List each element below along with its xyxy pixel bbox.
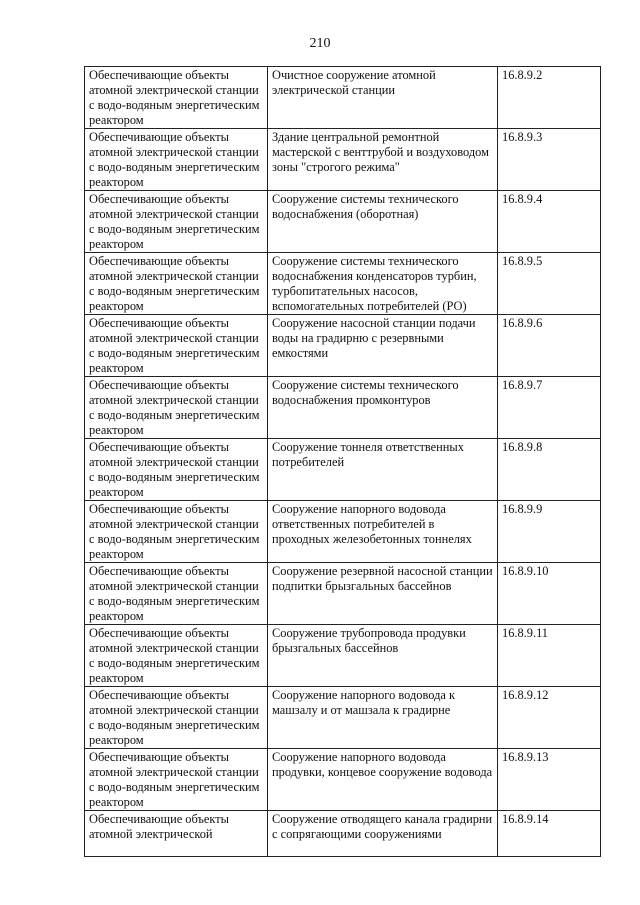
code-cell: 16.8.9.6 <box>498 315 601 377</box>
code-cell: 16.8.9.13 <box>498 749 601 811</box>
code-cell: 16.8.9.7 <box>498 377 601 439</box>
object-cell: Сооружение напорного водовода продувки, концевое сооружение водовода <box>268 749 498 811</box>
category-cell: Обеспечивающие объекты атомной электрической станции с водо-водяным энергетическим реактором <box>85 315 268 377</box>
page-number: 210 <box>309 36 331 51</box>
category-cell: Обеспечивающие объекты атомной электрической станции с водо-водяным энергетическим реактором <box>85 191 268 253</box>
object-cell: Сооружение системы технического водоснабжения промконтуров <box>268 377 498 439</box>
table-row <box>85 191 601 253</box>
object-cell: Сооружение отводящего канала градирни с сопрягающими сооружениями <box>268 811 498 857</box>
category-cell: Обеспечивающие объекты атомной электрической станции с водо-водяным энергетическим реактором <box>85 67 268 129</box>
object-cell: Сооружение насосной станции подачи воды на градирню с резервными емкостями <box>268 315 498 377</box>
code-cell: 16.8.9.10 <box>498 563 601 625</box>
code-cell: 16.8.9.2 <box>498 67 601 129</box>
table-row <box>85 129 601 191</box>
code-cell: 16.8.9.11 <box>498 625 601 687</box>
object-cell: Сооружение тоннеля ответственных потребителей <box>268 439 498 501</box>
object-cell: Сооружение системы технического водоснабжения (оборотная) <box>268 191 498 253</box>
object-cell: Здание центральной ремонтной мастерской с венттрубой и воздуховодом зоны "строгого режима" <box>268 129 498 191</box>
object-cell: Сооружение трубопровода продувки брызгальных бассейнов <box>268 625 498 687</box>
code-cell: 16.8.9.12 <box>498 687 601 749</box>
category-cell: Обеспечивающие объекты атомной электрической <box>85 811 268 857</box>
table-row <box>85 749 601 811</box>
table-row <box>85 687 601 749</box>
category-cell: Обеспечивающие объекты атомной электрической станции с водо-водяным энергетическим реактором <box>85 501 268 563</box>
objects-table <box>84 66 601 857</box>
category-cell: Обеспечивающие объекты атомной электрической станции с водо-водяным энергетическим реактором <box>85 749 268 811</box>
table-row <box>85 67 601 129</box>
code-cell: 16.8.9.4 <box>498 191 601 253</box>
table-row <box>85 439 601 501</box>
category-cell: Обеспечивающие объекты атомной электрической станции с водо-водяным энергетическим реактором <box>85 253 268 315</box>
table-row <box>85 563 601 625</box>
category-cell: Обеспечивающие объекты атомной электрической станции с водо-водяным энергетическим реактором <box>85 563 268 625</box>
category-cell: Обеспечивающие объекты атомной электрической станции с водо-водяным энергетическим реактором <box>85 129 268 191</box>
code-cell: 16.8.9.5 <box>498 253 601 315</box>
code-cell: 16.8.9.9 <box>498 501 601 563</box>
table-row <box>85 625 601 687</box>
category-cell: Обеспечивающие объекты атомной электрической станции с водо-водяным энергетическим реактором <box>85 687 268 749</box>
category-cell: Обеспечивающие объекты атомной электрической станции с водо-водяным энергетическим реактором <box>85 439 268 501</box>
table-row <box>85 501 601 563</box>
category-cell: Обеспечивающие объекты атомной электрической станции с водо-водяным энергетическим реактором <box>85 377 268 439</box>
code-cell: 16.8.9.3 <box>498 129 601 191</box>
table-row <box>85 811 601 857</box>
table-row <box>85 253 601 315</box>
object-cell: Очистное сооружение атомной электрической станции <box>268 67 498 129</box>
table-row <box>85 315 601 377</box>
code-cell: 16.8.9.8 <box>498 439 601 501</box>
object-cell: Сооружение напорного водовода к машзалу и от машзала к градирне <box>268 687 498 749</box>
object-cell: Сооружение напорного водовода ответственных потребителей в проходных железобетонных тоннелях <box>268 501 498 563</box>
object-cell: Сооружение системы технического водоснабжения конденсаторов турбин, турбопитательных насосов, вспомогательных потребителей (РО) <box>268 253 498 315</box>
category-cell: Обеспечивающие объекты атомной электрической станции с водо-водяным энергетическим реактором <box>85 625 268 687</box>
object-cell: Сооружение резервной насосной станции подпитки брызгальных бассейнов <box>268 563 498 625</box>
table-row <box>85 377 601 439</box>
code-cell: 16.8.9.14 <box>498 811 601 857</box>
